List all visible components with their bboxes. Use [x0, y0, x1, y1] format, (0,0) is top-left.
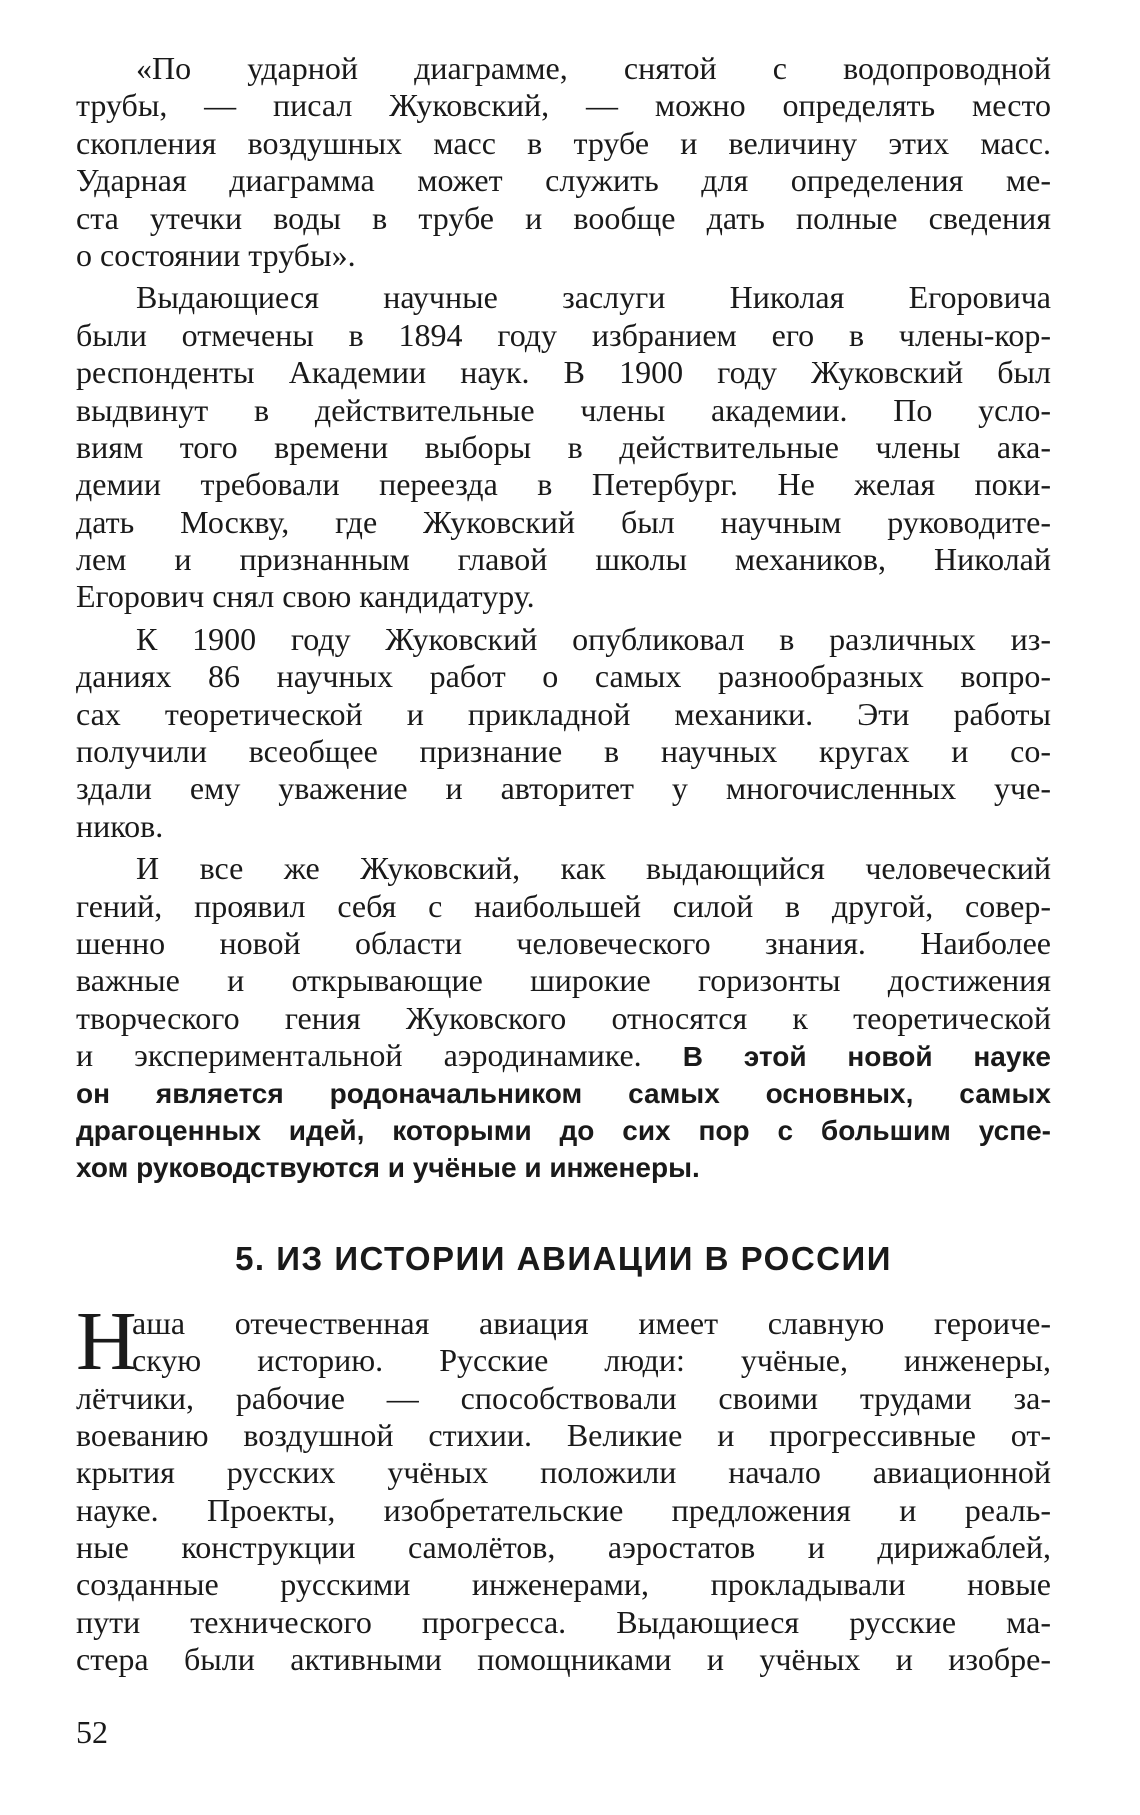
- text-line: воеванию воздушной стихии. Великие и прогрессивные от-: [76, 1416, 1051, 1453]
- text-line: гений, проявил себя с наибольшей силой в другой, совер-: [76, 887, 1051, 924]
- text-line: науке. Проекты, изобретательские предложения и реаль-: [76, 1491, 1051, 1528]
- text-line: лётчики, рабочие — способствовали своими трудами за-: [76, 1379, 1051, 1416]
- bold-text-line: хом руководствуются и учёные и инженеры.: [76, 1152, 700, 1184]
- text-line: Егорович снял свою кандидатуру.: [76, 578, 535, 615]
- text-line: о состоянии трубы».: [76, 236, 356, 273]
- text-line: получили всеобщее признание в научных кругах и со-: [76, 733, 1051, 770]
- text-line-mixed: [76, 1037, 1051, 1074]
- text-line: ников.: [76, 807, 164, 844]
- text-line: Ударная диаграмма может служить для определения ме-: [76, 162, 1051, 199]
- bold-text-segment: В этой новой науке: [682, 1041, 1051, 1073]
- drop-cap-letter: Н: [76, 1294, 137, 1388]
- dropcap-block: [76, 1294, 1051, 1388]
- text-line: скопления воздушных масс в трубе и величину этих масс.: [76, 124, 1051, 161]
- bold-text-line: драгоценных идей, которыми до сих пор с большим успе-: [76, 1114, 1051, 1146]
- text-line: пути технического прогресса. Выдающиеся русские ма-: [76, 1603, 1051, 1640]
- text-line: К 1900 году Жуковский опубликовал в различных из-: [136, 620, 1051, 657]
- text-line: стера были активными помощниками и учёных и изобре-: [76, 1641, 1051, 1678]
- text-line: важные и открывающие широкие горизонты достижения: [76, 962, 1051, 999]
- page-body: [76, 50, 1051, 1679]
- text-line: даниях 86 научных работ о самых разнообразных вопро-: [76, 658, 1051, 695]
- text-line: демии требовали переезда в Петербург. Не желая поки-: [76, 466, 1051, 503]
- paragraph-4: [76, 850, 1051, 1187]
- text-line: виям того времени выборы в действительные члены ака-: [76, 428, 1051, 465]
- text-line: «По ударной диаграмме, снятой с водопроводной: [136, 50, 1051, 86]
- page-number: 52: [76, 1714, 108, 1750]
- paragraph-3: [76, 621, 1051, 845]
- text-line: трубы, — писал Жуковский, — можно определять место: [76, 87, 1051, 124]
- text-line: И все же Жуковский, как выдающийся человеческий: [136, 850, 1051, 887]
- text-line: творческого гения Жуковского относятся к теоретической: [76, 999, 1051, 1036]
- text-line: крытия русских учёных положили начало авиационной: [76, 1454, 1051, 1491]
- text-line: сах теоретической и прикладной механики. Эти работы: [76, 695, 1051, 732]
- text-line: респонденты Академии наук. В 1900 году Жуковский был: [76, 354, 1051, 391]
- bold-text-line: он является родоначальником самых основных, самых: [76, 1077, 1051, 1109]
- paragraph-2: [76, 279, 1051, 616]
- text-line: созданные русскими инженерами, прокладывали новые: [76, 1566, 1051, 1603]
- section-heading: 5. ИЗ ИСТОРИИ АВИАЦИИ В РОССИИ: [235, 1239, 892, 1277]
- section-paragraph: [76, 1294, 1051, 1679]
- text-line: здали ему уважение и авторитет у многочисленных уче-: [76, 770, 1051, 807]
- text-line: аша отечественная авиация имеет славную героиче-: [132, 1304, 1051, 1341]
- text-line: выдвинут в действительные члены академии. По усло-: [76, 391, 1051, 428]
- text-line: шенно новой области человеческого знания. Наиболее: [76, 924, 1051, 961]
- text-line: Выдающиеся научные заслуги Николая Егоровича: [136, 279, 1051, 316]
- text-segment: и экспериментальной аэродинамике.: [76, 1037, 642, 1074]
- paragraph-1: [76, 50, 1051, 274]
- text-line: дать Москву, где Жуковский был научным руководите-: [76, 503, 1051, 540]
- text-line: ста утечки воды в трубе и вообще дать полные сведения: [76, 199, 1051, 236]
- text-line: были отмечены в 1894 году избранием его в члены-кор-: [76, 316, 1051, 353]
- text-line: ные конструкции самолётов, аэростатов и дирижаблей,: [76, 1529, 1051, 1566]
- text-line: лем и признанным главой школы механиков, Николай: [76, 541, 1051, 578]
- text-line: скую историю. Русские люди: учёные, инженеры,: [132, 1342, 1051, 1379]
